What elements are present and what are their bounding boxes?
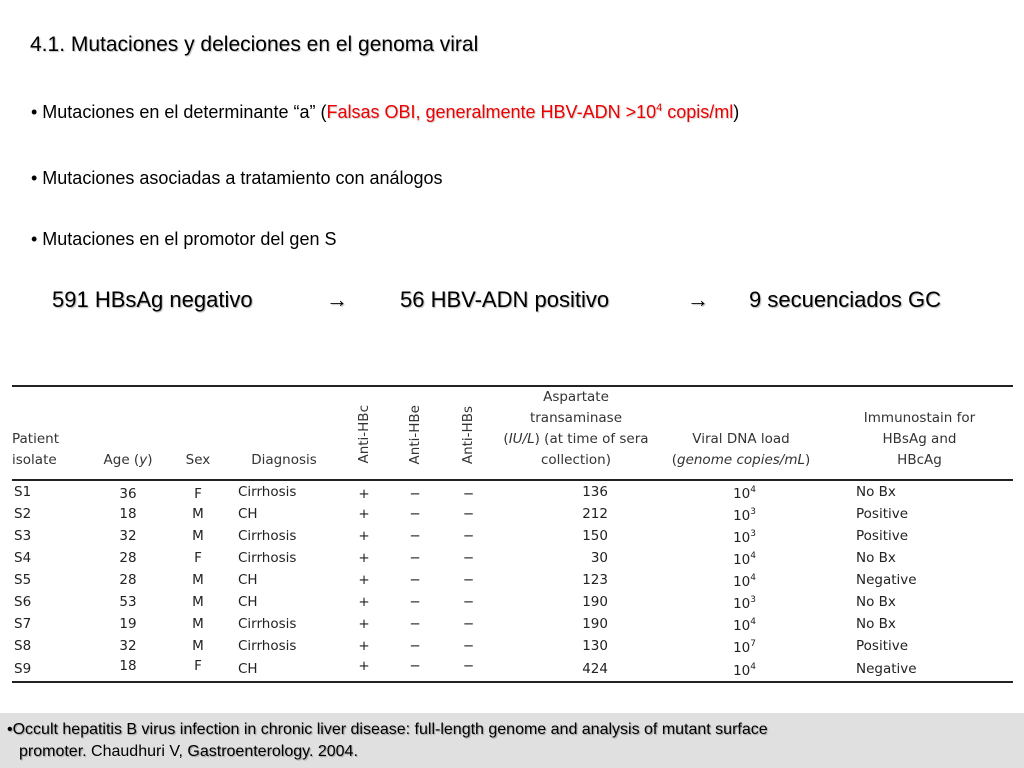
bullet-1-highlight-tail: copis/ml — [662, 102, 734, 122]
viral-load-exponent: 4 — [750, 573, 756, 583]
cell-ast: 212 — [582, 506, 608, 522]
cell-viral-load — [656, 480, 826, 503]
header-viral-load-line2 — [656, 450, 826, 471]
cell-patient-isolate: S4 — [14, 550, 32, 566]
cell-anti-hbc: + — [358, 616, 370, 632]
cell-diagnosis: CH — [238, 661, 258, 677]
cell-viral-load — [656, 635, 826, 657]
cell-anti-hbc: + — [358, 638, 370, 654]
cell-anti-hbc: + — [358, 528, 370, 544]
table-row — [12, 547, 1013, 569]
header-viral-load-line1: Viral DNA load — [692, 431, 790, 447]
table-row — [12, 525, 1013, 547]
viral-load-exponent: 4 — [750, 551, 756, 561]
cell-anti-hbs: − — [462, 550, 475, 566]
cell-patient-isolate: S5 — [14, 572, 32, 588]
cell-ast: 136 — [582, 484, 608, 500]
reference-journal: Gastroenterology. 2004. — [187, 743, 358, 760]
header-ast-line1: Aspartate transaminase — [529, 389, 623, 426]
cell-age: 36 — [119, 486, 137, 502]
cell-viral-load — [656, 525, 826, 547]
header-immunostain-line1: Immunostain for — [863, 410, 976, 426]
cell-anti-hbe: − — [409, 506, 421, 522]
cell-sex: M — [192, 572, 204, 588]
viral-load-base: 10 — [733, 640, 751, 656]
cell-immunostain: Negative — [856, 572, 917, 588]
header-anti-hbc — [339, 386, 389, 480]
cell-age: 18 — [119, 506, 137, 522]
table-row — [12, 635, 1013, 657]
cell-ast: 130 — [582, 638, 608, 654]
cell-sex: F — [194, 486, 202, 502]
viral-load-exponent: 7 — [750, 639, 756, 649]
header-ast-line2-suffix: ) (at time of sera — [534, 431, 649, 447]
header-anti-hbs-label: Anti-HBs — [460, 405, 476, 464]
viral-load-base: 10 — [733, 663, 751, 679]
viral-load-exponent: 4 — [750, 662, 756, 672]
header-ast-unit: IU/L — [508, 431, 535, 447]
slide-title: 4.1. Mutaciones y deleciones en el genoma viral — [30, 33, 479, 56]
cell-ast: 424 — [582, 661, 608, 677]
cell-immunostain: Positive — [856, 506, 909, 522]
flow-step-sequenced: 9 secuenciados GC — [749, 287, 941, 312]
cell-anti-hbe: − — [409, 486, 421, 502]
header-age — [89, 386, 167, 480]
bullet-1-highlight-exponent: 4 — [656, 102, 663, 114]
cell-age: 53 — [119, 594, 137, 610]
reference-footer — [0, 713, 1024, 768]
cell-age: 28 — [119, 572, 137, 588]
header-immunostain-line3: HBcAg — [897, 452, 942, 468]
cell-patient-isolate: S2 — [14, 506, 32, 522]
cell-patient-isolate: S7 — [14, 616, 32, 632]
flow-step-hbsag-negative: 591 HBsAg negativo — [52, 287, 253, 312]
cell-immunostain: Positive — [856, 528, 909, 544]
cell-anti-hbc: + — [358, 550, 370, 566]
cell-diagnosis: CH — [238, 572, 258, 588]
bullet-1-highlight-main: Falsas OBI, generalmente HBV-ADN >10 — [326, 102, 657, 122]
viral-load-exponent: 4 — [750, 485, 756, 495]
cell-anti-hbs: − — [462, 528, 475, 544]
cell-diagnosis: Cirrhosis — [238, 638, 297, 654]
header-patient-line1: Patient — [12, 431, 60, 447]
bullet-1-prefix: • Mutaciones en el determinante “a” ( — [31, 102, 327, 122]
flow-arrow-icon: → — [687, 287, 709, 312]
header-ast — [496, 386, 656, 480]
table-row — [12, 613, 1013, 635]
cell-sex: F — [194, 550, 202, 566]
cell-anti-hbs: − — [462, 572, 475, 588]
cell-viral-load — [656, 657, 826, 682]
viral-load-exponent: 4 — [750, 617, 756, 627]
header-diagnosis: Diagnosis — [251, 452, 317, 468]
cell-anti-hbs: − — [462, 594, 475, 610]
bullet-1-suffix: ) — [733, 102, 740, 122]
cell-anti-hbs: − — [462, 658, 475, 674]
cell-immunostain: No Bx — [856, 594, 896, 610]
header-age-prefix: Age ( — [103, 452, 140, 468]
flow-step-hbv-dna-positive: 56 HBV-ADN positivo — [400, 287, 610, 312]
header-viral-load-unit: genome copies/mL — [677, 452, 805, 468]
viral-load-base: 10 — [733, 596, 751, 612]
cell-diagnosis: CH — [238, 506, 258, 522]
header-age-suffix: ) — [147, 452, 153, 468]
cell-anti-hbe: − — [409, 594, 421, 610]
cell-ast: 123 — [582, 572, 608, 588]
cell-patient-isolate: S9 — [14, 661, 32, 677]
cell-anti-hbe: − — [409, 550, 421, 566]
viral-load-exponent: 3 — [750, 529, 756, 539]
cell-age: 18 — [119, 658, 137, 674]
cell-anti-hbs: − — [462, 506, 475, 522]
viral-load-exponent: 3 — [750, 507, 756, 517]
viral-load-base: 10 — [733, 508, 751, 524]
cell-sex: M — [192, 638, 204, 654]
reference-line-2 — [7, 741, 768, 763]
cell-viral-load — [656, 591, 826, 613]
header-viral-load-prefix: ( — [671, 452, 677, 468]
cell-anti-hbe: − — [409, 572, 421, 588]
cell-diagnosis: Cirrhosis — [238, 550, 297, 566]
header-ast-line2 — [496, 429, 656, 450]
cell-anti-hbe: − — [409, 616, 421, 632]
bullet-mutations-determinant — [31, 102, 739, 123]
cell-ast: 190 — [582, 594, 608, 610]
cell-viral-load — [656, 569, 826, 591]
cell-anti-hbc: + — [358, 506, 370, 522]
table-row — [12, 503, 1013, 525]
cell-anti-hbs: − — [462, 616, 475, 632]
header-immunostain-line2: HBsAg and — [882, 431, 957, 447]
cell-ast: 30 — [590, 550, 608, 566]
bullet-promoter-mutations: • Mutaciones en el promotor del gen S — [31, 229, 337, 249]
cell-age: 32 — [119, 528, 137, 544]
patient-isolates-table — [12, 385, 1013, 683]
header-anti-hbe-label: Anti-HBe — [406, 404, 423, 464]
cell-anti-hbc: + — [358, 486, 370, 502]
cell-patient-isolate: S8 — [14, 638, 32, 654]
table-row — [12, 657, 1013, 682]
cell-immunostain: Positive — [856, 638, 909, 654]
header-sex: Sex — [185, 452, 211, 468]
cell-anti-hbc: + — [358, 572, 370, 588]
cell-sex: M — [192, 616, 204, 632]
viral-load-base: 10 — [733, 486, 751, 502]
bullet-treatment-mutations: • Mutaciones asociadas a tratamiento con análogos — [31, 168, 443, 188]
cell-diagnosis: Cirrhosis — [238, 484, 297, 500]
flow-arrow-icon: → — [326, 287, 348, 312]
header-anti-hbc-label: Anti-HBc — [355, 405, 372, 464]
header-anti-hbs — [441, 386, 496, 480]
cell-anti-hbe: − — [409, 638, 421, 654]
reference-authors: Chaudhuri V, — [86, 743, 188, 760]
cell-immunostain: Negative — [856, 661, 917, 677]
table-row — [12, 480, 1013, 503]
reference-line-1: •Occult hepatitis B virus infection in chronic liver disease: full-length genome and analysis of mutant surface — [7, 721, 768, 738]
cell-immunostain: No Bx — [856, 484, 896, 500]
table-row — [12, 591, 1013, 613]
cell-anti-hbe: − — [409, 528, 421, 544]
cell-sex: M — [192, 528, 204, 544]
cell-anti-hbe: − — [409, 658, 421, 674]
cell-diagnosis: Cirrhosis — [238, 616, 297, 632]
viral-load-exponent: 3 — [750, 595, 756, 605]
cell-anti-hbc: + — [358, 658, 370, 674]
header-viral-load-suffix: ) — [805, 452, 811, 468]
header-patient-line2: isolate — [12, 452, 57, 468]
cell-anti-hbc: + — [358, 594, 370, 610]
cell-sex: M — [192, 506, 204, 522]
cell-age: 19 — [119, 616, 137, 632]
cell-ast: 190 — [582, 616, 608, 632]
cell-immunostain: No Bx — [856, 616, 896, 632]
cell-anti-hbs: − — [462, 486, 475, 502]
reference-title-end: promoter. — [19, 743, 87, 760]
header-age-unit: y — [139, 452, 148, 468]
cell-viral-load — [656, 613, 826, 635]
cell-age: 28 — [119, 550, 137, 566]
header-patient-isolate — [12, 386, 89, 480]
cell-sex: F — [194, 658, 202, 674]
viral-load-base: 10 — [733, 618, 751, 634]
reference-text — [7, 719, 768, 763]
cell-anti-hbs: − — [462, 638, 475, 654]
cell-patient-isolate: S6 — [14, 594, 32, 610]
cell-viral-load — [656, 503, 826, 525]
bullet-1-highlight — [326, 102, 733, 122]
cell-sex: M — [192, 594, 204, 610]
cell-ast: 150 — [582, 528, 608, 544]
cell-diagnosis: Cirrhosis — [238, 528, 297, 544]
viral-load-base: 10 — [733, 552, 751, 568]
table-row — [12, 569, 1013, 591]
cell-diagnosis: CH — [238, 594, 258, 610]
cell-patient-isolate: S3 — [14, 528, 32, 544]
cell-viral-load — [656, 547, 826, 569]
header-ast-line3: collection) — [540, 452, 612, 468]
header-anti-hbe — [389, 386, 441, 480]
cell-patient-isolate: S1 — [14, 484, 32, 500]
header-immunostain — [826, 386, 1013, 480]
viral-load-base: 10 — [733, 574, 751, 590]
cell-age: 32 — [119, 638, 137, 654]
cell-immunostain: No Bx — [856, 550, 896, 566]
header-viral-load — [656, 386, 826, 480]
table-header-row — [12, 386, 1013, 480]
header-ast-line2-prefix: ( — [503, 431, 509, 447]
viral-load-base: 10 — [733, 530, 751, 546]
